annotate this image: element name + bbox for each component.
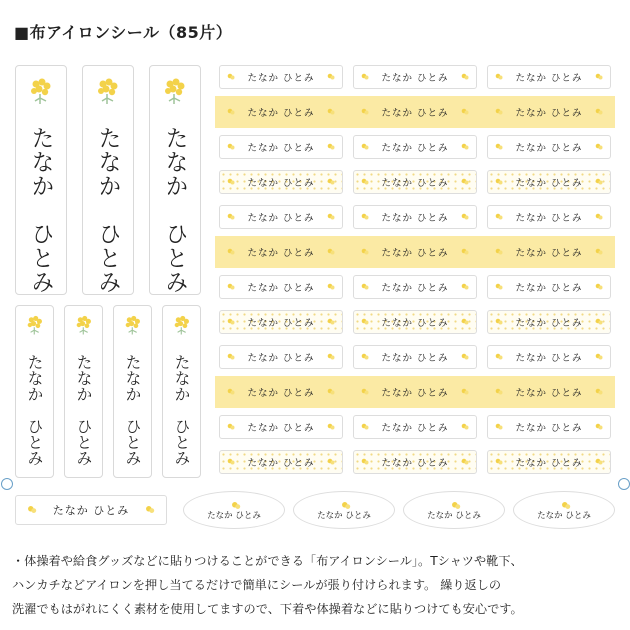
sticker-name: たなか ひとみ [27, 126, 54, 294]
sticker-name: たなか ひとみ [515, 178, 583, 189]
flower-icon [326, 457, 336, 467]
flower-icon [226, 177, 236, 187]
flower-icon [26, 504, 38, 516]
flower-icon [326, 212, 336, 222]
flower-icon [226, 457, 236, 467]
flower-icon [360, 177, 370, 187]
flower-icon [494, 142, 504, 152]
wide-name-sticker: たなか ひとみ [15, 495, 167, 525]
horizontal-name-sticker [219, 240, 343, 264]
sticker-name: たなか ひとみ [381, 178, 449, 189]
flower-icon [360, 387, 370, 397]
flower-icon [460, 72, 470, 82]
flower-icon [360, 212, 370, 222]
horizontal-name-sticker [487, 205, 611, 229]
flower-icon [360, 422, 370, 432]
horizontal-name-sticker [487, 170, 611, 194]
sticker-name: たなか ひとみ [515, 283, 583, 294]
sticker-name: たなか ひとみ [247, 318, 315, 329]
flower-icon [494, 107, 504, 117]
sticker-name: たなか ひとみ [515, 318, 583, 329]
flower-icon [326, 282, 336, 292]
flower-icon [326, 142, 336, 152]
horizontal-name-sticker [353, 100, 477, 124]
sticker-name: たなか ひとみ [381, 73, 449, 84]
flower-icon [460, 247, 470, 257]
flower-icon [594, 387, 604, 397]
flower-icon [226, 142, 236, 152]
sticker-name: たなか ひとみ [94, 126, 121, 294]
horizontal-name-sticker [353, 415, 477, 439]
sticker-name: たなか ひとみ [515, 353, 583, 364]
sticker-name: たなか ひとみ [515, 458, 583, 469]
sticker-name: たなか ひとみ [247, 248, 315, 259]
flower-icon [594, 107, 604, 117]
mimosa-flower-icon [160, 76, 190, 106]
mimosa-flower-icon [122, 314, 144, 336]
flower-icon [460, 387, 470, 397]
flower-icon [594, 352, 604, 362]
horizontal-name-sticker [353, 380, 477, 404]
flower-icon [326, 247, 336, 257]
small-vertical-sticker [113, 305, 152, 478]
flower-icon [460, 177, 470, 187]
small-vertical-sticker [15, 305, 54, 478]
sticker-name: たなか ひとみ [123, 354, 142, 466]
flower-icon [326, 387, 336, 397]
small-vertical-sticker [162, 305, 201, 478]
flower-icon [226, 422, 236, 432]
flower-icon [226, 352, 236, 362]
flower-icon [594, 72, 604, 82]
flower-icon [460, 317, 470, 327]
sticker-name: たなか ひとみ [381, 108, 449, 119]
oval-name-sticker: たなか ひとみ [403, 491, 505, 529]
mimosa-flower-icon [24, 314, 46, 336]
sticker-name: たなか ひとみ [247, 458, 315, 469]
sticker-name: たなか ひとみ [247, 143, 315, 154]
flower-icon [494, 212, 504, 222]
horizontal-name-sticker [219, 380, 343, 404]
horizontal-name-sticker [487, 450, 611, 474]
description-line: ハンカチなどアイロンを押し当てるだけで簡単にシールが張り付けられます。 繰り返しの [12, 578, 502, 592]
horizontal-name-sticker [487, 100, 611, 124]
sticker-name: たなか ひとみ [515, 423, 583, 434]
flower-icon [360, 317, 370, 327]
large-vertical-sticker [82, 65, 134, 295]
flower-icon [494, 387, 504, 397]
mimosa-flower-icon [26, 76, 56, 106]
carousel-indicator-right[interactable] [618, 478, 630, 490]
flower-icon [326, 72, 336, 82]
sticker-name: たなか ひとみ [247, 353, 315, 364]
large-vertical-sticker [149, 65, 201, 295]
sticker-name: たなか ひとみ [247, 423, 315, 434]
horizontal-name-sticker [487, 135, 611, 159]
flower-icon [326, 107, 336, 117]
sticker-name: たなか ひとみ [381, 458, 449, 469]
flower-icon [226, 387, 236, 397]
flower-icon [594, 142, 604, 152]
page-title: ■布アイロンシール（85片） [14, 23, 233, 42]
flower-icon [360, 352, 370, 362]
flower-icon [494, 457, 504, 467]
horizontal-name-sticker [219, 135, 343, 159]
sticker-name: たなか ひとみ [515, 108, 583, 119]
flower-icon [460, 422, 470, 432]
flower-icon [494, 317, 504, 327]
mimosa-flower-icon [171, 314, 193, 336]
flower-icon [594, 422, 604, 432]
horizontal-name-sticker [353, 310, 477, 334]
small-vertical-sticker [64, 305, 103, 478]
horizontal-name-sticker [353, 240, 477, 264]
horizontal-name-sticker [219, 450, 343, 474]
flower-icon [494, 72, 504, 82]
horizontal-name-sticker [487, 65, 611, 89]
sticker-name: たなか ひとみ [381, 388, 449, 399]
flower-icon [460, 142, 470, 152]
horizontal-name-sticker [219, 415, 343, 439]
sticker-name: たなか ひとみ [247, 73, 315, 84]
sticker-name: たなか ひとみ [381, 353, 449, 364]
flower-icon [360, 72, 370, 82]
flower-icon [360, 247, 370, 257]
flower-icon [594, 247, 604, 257]
flower-icon [594, 282, 604, 292]
sticker-name: たなか ひとみ [381, 283, 449, 294]
flower-icon [594, 177, 604, 187]
description-line: 洗濯でもはがれにくく素材を使用してますので、下着や体操着などに貼りつけても安心です。 [12, 602, 523, 616]
flower-icon [494, 282, 504, 292]
horizontal-name-sticker [487, 415, 611, 439]
flower-icon [460, 282, 470, 292]
flower-icon [226, 72, 236, 82]
sticker-name: たなか ひとみ [247, 213, 315, 224]
sticker-name: たなか ひとみ [381, 248, 449, 259]
flower-icon [460, 107, 470, 117]
flower-icon [226, 212, 236, 222]
horizontal-name-sticker [353, 205, 477, 229]
flower-icon [494, 247, 504, 257]
flower-icon [326, 352, 336, 362]
sticker-name: たなか ひとみ [25, 354, 44, 466]
flower-icon [326, 422, 336, 432]
horizontal-name-sticker [353, 135, 477, 159]
horizontal-name-sticker [353, 170, 477, 194]
horizontal-name-sticker [487, 380, 611, 404]
sticker-name: たなか ひとみ [381, 318, 449, 329]
horizontal-name-sticker [487, 240, 611, 264]
mimosa-flower-icon [73, 314, 95, 336]
flower-icon [144, 504, 156, 516]
oval-name-sticker: たなか ひとみ [183, 491, 285, 529]
carousel-indicator-left[interactable] [1, 478, 13, 490]
flower-icon [226, 247, 236, 257]
flower-icon [226, 107, 236, 117]
flower-icon [460, 457, 470, 467]
sticker-name: たなか ひとみ [515, 73, 583, 84]
sticker-name: たなか ひとみ [172, 354, 191, 466]
flower-icon [460, 352, 470, 362]
sticker-name: たなか ひとみ [515, 388, 583, 399]
sticker-name: たなか ひとみ [247, 283, 315, 294]
flower-icon [494, 177, 504, 187]
sticker-name: たなか ひとみ [381, 143, 449, 154]
horizontal-name-sticker [487, 345, 611, 369]
sticker-name: たなか ひとみ [161, 126, 188, 294]
sticker-name: たなか ひとみ [247, 108, 315, 119]
flower-icon [594, 212, 604, 222]
sticker-name: たなか ひとみ [247, 178, 315, 189]
flower-icon [226, 317, 236, 327]
horizontal-name-sticker [219, 65, 343, 89]
horizontal-name-sticker [219, 170, 343, 194]
flower-icon [494, 422, 504, 432]
sticker-name: たなか ひとみ [381, 213, 449, 224]
oval-name-sticker: たなか ひとみ [513, 491, 615, 529]
horizontal-name-sticker [353, 450, 477, 474]
horizontal-name-sticker [353, 275, 477, 299]
flower-icon [494, 352, 504, 362]
flower-icon [460, 212, 470, 222]
flower-icon [326, 177, 336, 187]
sticker-name: たなか ひとみ [247, 388, 315, 399]
sticker-name: たなか ひとみ [515, 213, 583, 224]
flower-icon [360, 282, 370, 292]
flower-icon [360, 142, 370, 152]
horizontal-name-sticker [219, 100, 343, 124]
horizontal-name-sticker [353, 345, 477, 369]
horizontal-name-sticker [219, 275, 343, 299]
horizontal-name-sticker [487, 310, 611, 334]
flower-icon [594, 457, 604, 467]
horizontal-name-sticker [487, 275, 611, 299]
horizontal-name-sticker [219, 310, 343, 334]
sticker-name: たなか ひとみ [515, 143, 583, 154]
description [12, 549, 622, 621]
sticker-name: たなか ひとみ [74, 354, 93, 466]
oval-name-sticker: たなか ひとみ [293, 491, 395, 529]
horizontal-name-sticker [219, 205, 343, 229]
large-vertical-sticker [15, 65, 67, 295]
horizontal-name-sticker [353, 65, 477, 89]
sticker-name: たなか ひとみ [381, 423, 449, 434]
horizontal-name-sticker [219, 345, 343, 369]
flower-icon [594, 317, 604, 327]
description-line: ・体操着や給食グッズなどに貼りつけることができる「布アイロンシール」。Tシャツや靴下、 [12, 554, 523, 568]
flower-icon [360, 457, 370, 467]
flower-icon [226, 282, 236, 292]
flower-icon [360, 107, 370, 117]
sticker-name: たなか ひとみ [515, 248, 583, 259]
flower-icon [326, 317, 336, 327]
mimosa-flower-icon [93, 76, 123, 106]
